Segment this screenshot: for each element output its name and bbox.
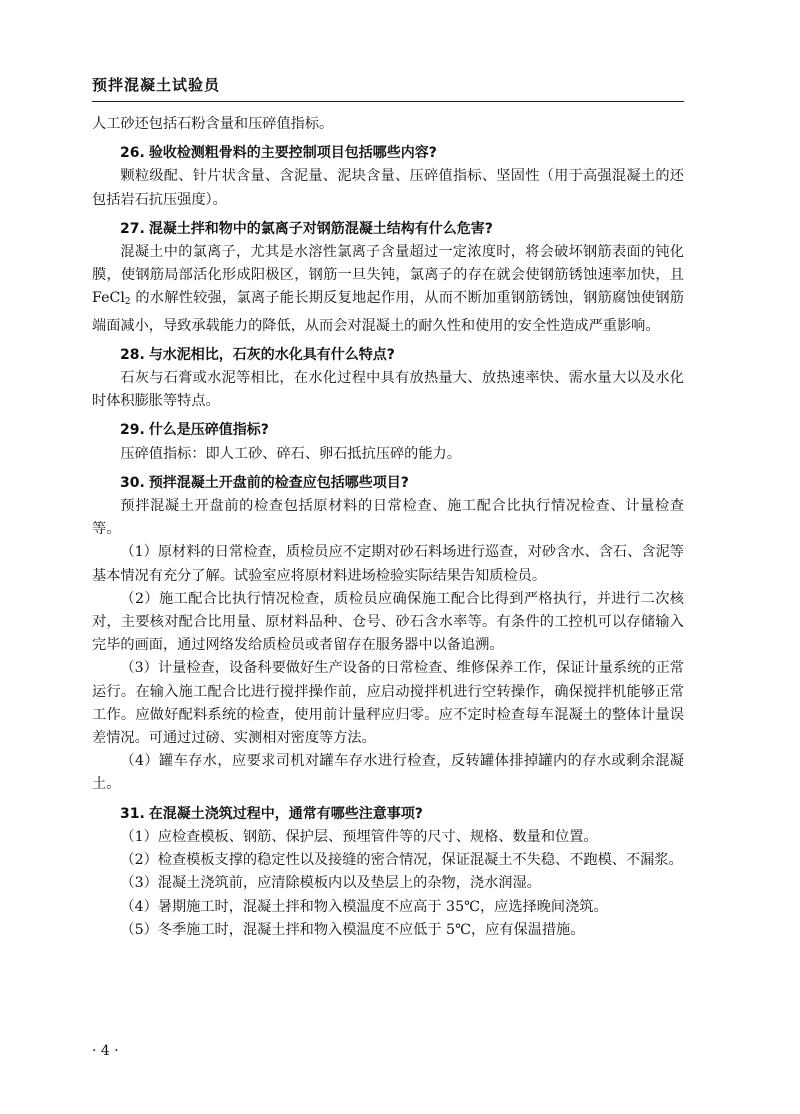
answer-29: 压碎值指标：即人工砂、碎石、卵石抵抗压碎的能力。: [120, 445, 461, 462]
page-body: [92, 113, 684, 942]
question-text: 混凝土拌和物中的氯离子对钢筋混凝土结构有什么危害?: [148, 220, 493, 237]
question-26: [92, 142, 684, 165]
answer-30-item-3: （3）计量检查，设备科要做好生产设备的日常检查、维修保养工作，保证计量系统的正常运行。在输入施工配合比进行搅拌操作前，应启动搅拌机进行空转操作，确保搅拌机能够正常工作。应做好配料系统的检查，使用前计量秤应归零。应不定时检查每车混凝土的整体计量误差情况。可通过过磅、实测相对密度等方法。: [92, 660, 684, 747]
answer-31-item-3: （3）混凝土浇筑前，应清除模板内以及垫层上的杂物，浇水润湿。: [120, 875, 541, 892]
question-number: 28.: [120, 346, 145, 363]
subscript: 2: [124, 297, 131, 308]
answer-31-item-1: （1）应检查模板、钢筋、保护层、预埋管件等的尺寸、规格、数量和位置。: [120, 828, 598, 845]
question-number: 26.: [120, 145, 145, 162]
paragraph: 人工砂还包括石粉含量和压碎值指标。: [92, 116, 334, 132]
answer-31-item-4: （4）暑期施工时，混凝土拌和物入模温度不应高于 35℃，应选择晚间浇筑。: [120, 898, 608, 915]
question-30: [92, 472, 684, 495]
question-31: [92, 803, 684, 826]
running-header: 预拌混凝土试验员: [92, 76, 221, 94]
answer-30-intro: 预拌混凝土开盘前的检查包括原材料的日常检查、施工配合比执行情况检查、计量检查等。: [92, 498, 684, 538]
question-text: 预拌混凝土开盘前的检查应包括哪些项目?: [148, 474, 409, 491]
answer-31-item-2: （2）检查模板支撑的稳定性以及接缝的密合情况，保证混凝土不失稳、不跑模、不漏浆。: [120, 852, 683, 869]
answer-31-item-5: （5）冬季施工时，混凝土拌和物入模温度不应低于 5℃，应有保温措施。: [120, 921, 585, 938]
answer-text: 混凝土中的氯离子，尤其是水溶性氯离子含量超过一定浓度时，将会破坏钢筋表面的钝化膜，使钢筋局部活化形成阳极区，钢筋一旦失钝，氯离子的存在就会使钢筋锈蚀速率加快，且 FeCl: [92, 244, 684, 307]
question-number: 31.: [120, 805, 145, 822]
question-28: [92, 344, 684, 367]
answer-30-item-2: （2）施工配合比执行情况检查，质检员应确保施工配合比得到严格执行，并进行二次核对，主要核对配合比用量、原材料品种、仓号、砂石含水率等。有条件的工控机可以存储输入完毕的画面，通过网络发给质检员或者留存在服务器中以备追溯。: [92, 590, 684, 654]
question-text: 验收检测粗骨料的主要控制项目包括哪些内容?: [148, 145, 437, 162]
header-divider: [92, 101, 684, 102]
answer-27: [92, 241, 684, 338]
question-number: 29.: [120, 422, 145, 439]
question-number: 30.: [120, 474, 145, 491]
page-number: · 4 ·: [92, 1043, 119, 1059]
question-text: 与水泥相比，石灰的水化具有什么特点?: [148, 346, 395, 363]
answer-30-item-4: （4）罐车存水，应要求司机对罐车存水进行检查，反转罐体排掉罐内的存水或剩余混凝土。: [92, 753, 684, 793]
question-text: 在混凝土浇筑过程中，通常有哪些注意事项?: [148, 805, 423, 822]
question-29: [92, 419, 684, 442]
question-27: [92, 218, 684, 241]
answer-28: 石灰与石膏或水泥等相比，在水化过程中具有放热量大、放热速率快、需水量大以及水化时体积膨胀等特点。: [92, 370, 684, 410]
question-number: 27.: [120, 220, 145, 237]
answer-30-item-1: （1）原材料的日常检查，质检员应不定期对砂石料场进行巡查，对砂含水、含石、含泥等基本情况有充分了解。试验室应将原材料进场检验实际结果告知质检员。: [92, 544, 684, 584]
question-text: 什么是压碎值指标?: [148, 422, 269, 439]
answer-26: 颗粒级配、针片状含量、含泥量、泥块含量、压碎值指标、坚固性（用于高强混凝土的还包括岩石抗压强度）。: [92, 168, 684, 208]
answer-text: 的水解性较强，氯离子能长期反复地起作用，从而不断加重钢筋锈蚀，钢筋腐蚀使钢筋端面减小，导致承载能力的降低，从而会对混凝土的耐久性和使用的安全性造成严重影响。: [92, 290, 684, 334]
